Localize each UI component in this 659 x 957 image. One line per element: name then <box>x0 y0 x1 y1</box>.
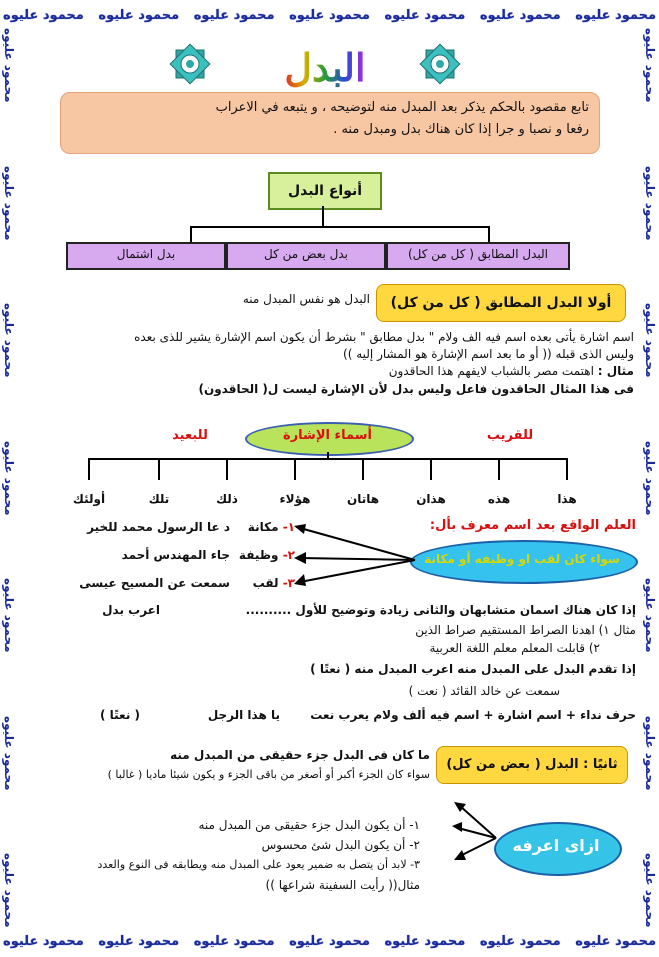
known-names-row <box>235 576 295 590</box>
known-names-row <box>235 548 295 562</box>
section1-heading: أولا البدل المطابق ( كل من كل) <box>376 284 626 322</box>
row-type: لقب <box>252 576 279 590</box>
row-type: مكانة <box>247 520 279 534</box>
border-text: محمود عليوه <box>643 715 657 791</box>
ornament-star-icon <box>168 42 212 86</box>
border-text: محمود عليوه <box>643 440 657 516</box>
far-label: للبعيد <box>172 428 208 443</box>
row-example: سمعت عن المسيح عيسى <box>79 576 230 590</box>
known-names-ellipse-label: سواء كان لقب او وظيفه أو مكانة <box>424 552 620 566</box>
precede-rule: إذا تقدم البدل على المبدل منه اعرب المبدل منه ( نعتًا ) <box>310 662 636 676</box>
vocative-example: يا هذا الرجل <box>207 708 280 722</box>
section1-example <box>20 364 634 378</box>
how-to-know-example: مثال(( رأيت السفينة شراعها )) <box>265 878 420 892</box>
demonstratives-label: أسماء الإشارة <box>283 428 372 443</box>
connector-line <box>488 226 490 242</box>
border-text: محمود عليوه <box>3 933 84 949</box>
vocative-label: ( نعتًا ) <box>99 708 140 722</box>
demonstrative-item: تلك <box>148 492 170 506</box>
section1-note2: فى هذا المثال الحاقدون فاعل وليس بدل لأن الإشارة ليست ل( الحاقدون) <box>198 382 634 396</box>
border-text: محمود عليوه <box>193 7 275 23</box>
type-box: بدل اشتمال <box>66 242 226 270</box>
vocative-rule: حرف نداء + اسم اشارة + اسم فيه ألف ولام يعرب نعت <box>310 708 636 722</box>
how-to-know-item: ٣- لابد أن يتصل به ضمير يعود على المبدل منه ويطابقه فى النوع والعدد <box>97 858 420 871</box>
ornament-star-icon <box>418 42 462 86</box>
arrows-graphic <box>420 798 500 868</box>
connector-line <box>294 458 296 480</box>
border-text: محمود عليوه <box>643 28 657 103</box>
connector-line <box>327 452 329 458</box>
demonstrative-item: هذا <box>557 492 577 506</box>
row-example: جاء المهندس أحمد <box>121 548 230 562</box>
row-example: د عا الرسول محمد للخير <box>87 520 230 534</box>
left-border <box>0 28 18 928</box>
connector-line <box>498 458 500 480</box>
two-nouns-example: مثال ١) اهدنا الصراط المستقيم صراط الذين <box>415 623 636 637</box>
connector-line <box>226 458 228 480</box>
section1-note: البدل هو نفس المبدل منه <box>242 292 370 306</box>
connector-line <box>566 458 568 480</box>
border-text: محمود عليوه <box>384 933 466 949</box>
border-text: محمود عليوه <box>3 7 84 23</box>
connector-line <box>88 458 568 460</box>
how-to-know-item: ١- أن يكون البدل جزء حقيقى من المبدل منه <box>198 818 420 832</box>
demonstrative-item: هاتان <box>346 492 380 506</box>
top-border <box>0 2 659 28</box>
page-title: البدل <box>284 45 366 90</box>
definition-line: رفعا و نصبا و جرا إذا كان هناك بدل ومبدل منه . <box>333 122 589 137</box>
border-text: محمود عليوه <box>384 7 466 23</box>
border-text: محمود عليوه <box>2 165 16 241</box>
arrows-graphic <box>290 520 420 590</box>
definition-line: تابع مقصود بالحكم يذكر بعد المبدل منه لتوضيحه ، و يتبعه في الاعراب <box>215 100 589 115</box>
row-number: ٢- <box>282 548 295 562</box>
demonstrative-item: أولئك <box>72 492 106 506</box>
border-text: محمود عليوه <box>643 303 657 378</box>
border-text: محمود عليوه <box>643 165 657 241</box>
how-to-know-label: ازاى اعرفه <box>512 836 600 855</box>
row-number: ٣- <box>282 576 295 590</box>
border-text: محمود عليوه <box>193 933 275 949</box>
demonstrative-item: هؤلاء <box>279 492 311 506</box>
border-text: محمود عليوه <box>479 7 561 23</box>
border-text: محمود عليوه <box>575 7 656 23</box>
two-nouns-rule-end: اعرب بدل <box>102 603 160 617</box>
border-text: محمود عليوه <box>2 28 16 103</box>
section2-heading: ثانيًا : البدل ( بعض من كل) <box>436 746 628 784</box>
border-text: محمود عليوه <box>98 933 180 949</box>
connector-line <box>430 458 432 480</box>
types-heading-box: أنواع البدل <box>268 172 382 210</box>
section2-line: سواء كان الجزء أكبر أو أصغر من باقى الجزء و يكون شيئا ماديا ( غالبا ) <box>107 768 430 781</box>
how-to-know-item: ٢- أن يكون البدل شئ محسوس <box>261 838 420 852</box>
row-type: وظيفة <box>238 548 279 562</box>
section1-paragraph: وليس الذى قبله (( أو ما بعد اسم الإشارة هو المشار إليه )) <box>343 347 634 361</box>
example-text: اهتمت مصر بالشباب لايفهم هذا الحاقدون <box>388 364 594 378</box>
border-text: محمود عليوه <box>2 440 16 516</box>
right-border <box>641 28 659 928</box>
section2-line: ما كان فى البدل جزء حقيقى من المبدل منه <box>170 748 430 762</box>
demonstrative-item: هذان <box>416 492 446 506</box>
border-text: محمود عليوه <box>575 933 656 949</box>
connector-line <box>322 206 324 226</box>
row-number: ١- <box>282 520 295 534</box>
definition-box <box>60 92 600 154</box>
border-text: محمود عليوه <box>2 715 16 791</box>
border-text: محمود عليوه <box>2 853 16 928</box>
border-text: محمود عليوه <box>289 933 370 949</box>
known-names-row <box>235 520 295 534</box>
border-text: محمود عليوه <box>289 7 370 23</box>
border-text: محمود عليوه <box>643 853 657 928</box>
border-text: محمود عليوه <box>98 7 180 23</box>
border-text: محمود عليوه <box>643 578 657 653</box>
demonstrative-item: ذلك <box>216 492 238 506</box>
section1-paragraph: اسم اشارة يأتى بعده اسم فيه الف ولام " بدل مطابق " بشرط أن يكون اسم الإشارة يشير للذى بعده <box>134 330 634 344</box>
near-label: للقريب <box>486 428 534 443</box>
border-text: محمود عليوه <box>479 933 561 949</box>
connector-line <box>190 226 490 228</box>
two-nouns-example: ٢) قابلت المعلم معلم اللغة العربية <box>429 641 600 655</box>
demonstrative-item: هذه <box>487 492 511 506</box>
connector-line <box>190 226 192 242</box>
type-box: بدل بعض من كل <box>226 242 386 270</box>
precede-example: سمعت عن خالد القائد ( نعت ) <box>408 684 560 698</box>
connector-line <box>362 458 364 480</box>
connector-line <box>88 458 90 480</box>
connector-line <box>158 458 160 480</box>
known-names-title: العلم الواقع بعد اسم معرف بأل: <box>429 518 636 533</box>
bottom-border <box>0 928 659 954</box>
example-label: مثال : <box>597 364 634 378</box>
type-box: البدل المطابق ( كل من كل) <box>386 242 570 270</box>
border-text: محمود عليوه <box>2 303 16 378</box>
border-text: محمود عليوه <box>2 578 16 653</box>
two-nouns-rule: إذا كان هناك اسمان متشابهان والثانى زيادة وتوضيح للأول .......... <box>245 603 636 617</box>
